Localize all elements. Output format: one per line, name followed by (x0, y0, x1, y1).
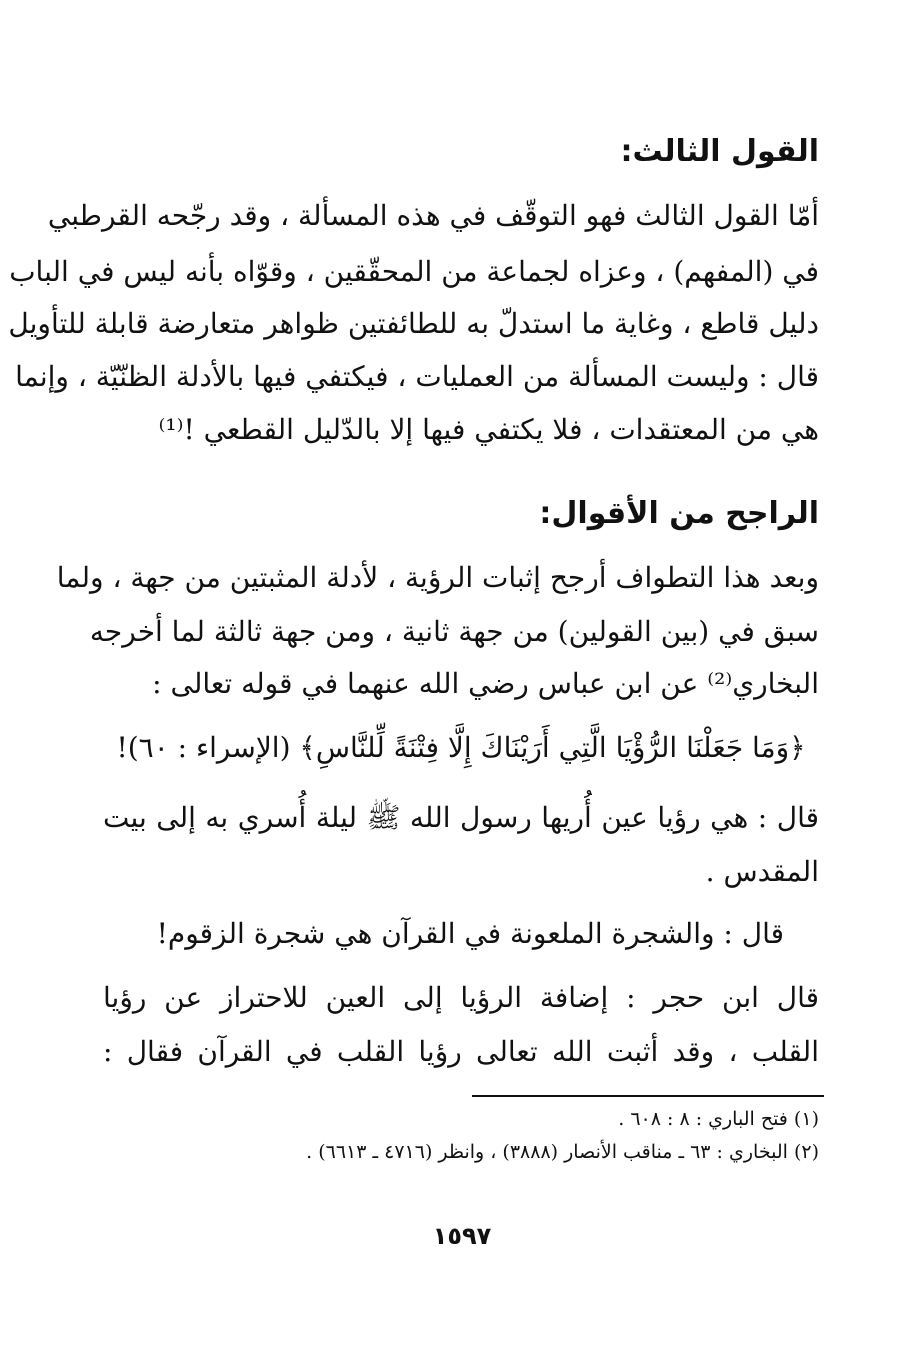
quran-verse: ﴿وَمَا جَعَلْنَا الرُّؤْيَا الَّتِي أَرَيْنَاكَ إِلَّا فِتْنَةً لِّلنَّاسِ﴾ (الإسراء : ٦٠)! (116, 731, 806, 764)
paragraph-line: دليل قاطع ، وغاية ما استدلّ به للطائفتين ظواهر متعارضة قابلة للتأويل (8, 307, 819, 340)
paragraph-line: القلب ، وقد أثبت الله تعالى رؤيا القلب في القرآن فقال : (103, 1035, 819, 1068)
paragraph-line: هي من المعتقدات ، فلا يكتفي فيها إلا بالدّليل القطعي !⁽¹⁾ (158, 413, 819, 446)
paragraph-line: قال : هي رؤيا عين أُريها رسول الله ﷺ ليلة أُسري به إلى بيت (103, 801, 819, 834)
paragraph-line: أمّا القول الثالث فهو التوقّف في هذه المسألة ، وقد رجّحه القرطبي (47, 199, 819, 232)
footnote-separator (472, 1095, 824, 1097)
section-heading-third-opinion: القول الثالث: (620, 134, 819, 169)
paragraph-line: سبق في (بين القولين) من جهة ثانية ، ومن جهة ثالثة لما أخرجه (89, 615, 819, 648)
footnote: (١) فتح الباري : ٨ : ٦٠٨ . (618, 1108, 819, 1130)
paragraph-line: في (المفهم) ، وعزاه لجماعة من المحقّقين ، وقوّاه بأنه ليس في الباب (9, 255, 819, 288)
footnote: (٢) البخاري : ٦٣ ـ مناقب الأنصار (٣٨٨٨) ، وانظر (٤٧١٦ ـ ٦٦١٣) . (306, 1141, 819, 1163)
paragraph-line: قال : والشجرة الملعونة في القرآن هي شجرة الزقوم! (156, 917, 784, 950)
paragraph-line: قال ابن حجر : إضافة الرؤيا إلى العين للاحتراز عن رؤيا (103, 981, 819, 1014)
paragraph-line: البخاري⁽²⁾ عن ابن عباس رضي الله عنهما في قوله تعالى : (152, 667, 819, 700)
page-number: ١٥٩٧ (432, 1222, 492, 1250)
paragraph-line: وبعد هذا التطواف أرجح إثبات الرؤية ، لأدلة المثبتين من جهة ، ولما (56, 561, 819, 594)
paragraph-line: المقدس . (705, 855, 819, 888)
paragraph-line: قال : وليست المسألة من العمليات ، فيكتفي فيها بالأدلة الظنّيّة ، وإنما (15, 360, 819, 393)
section-heading-preferred-opinion: الراجح من الأقوال: (539, 496, 819, 531)
